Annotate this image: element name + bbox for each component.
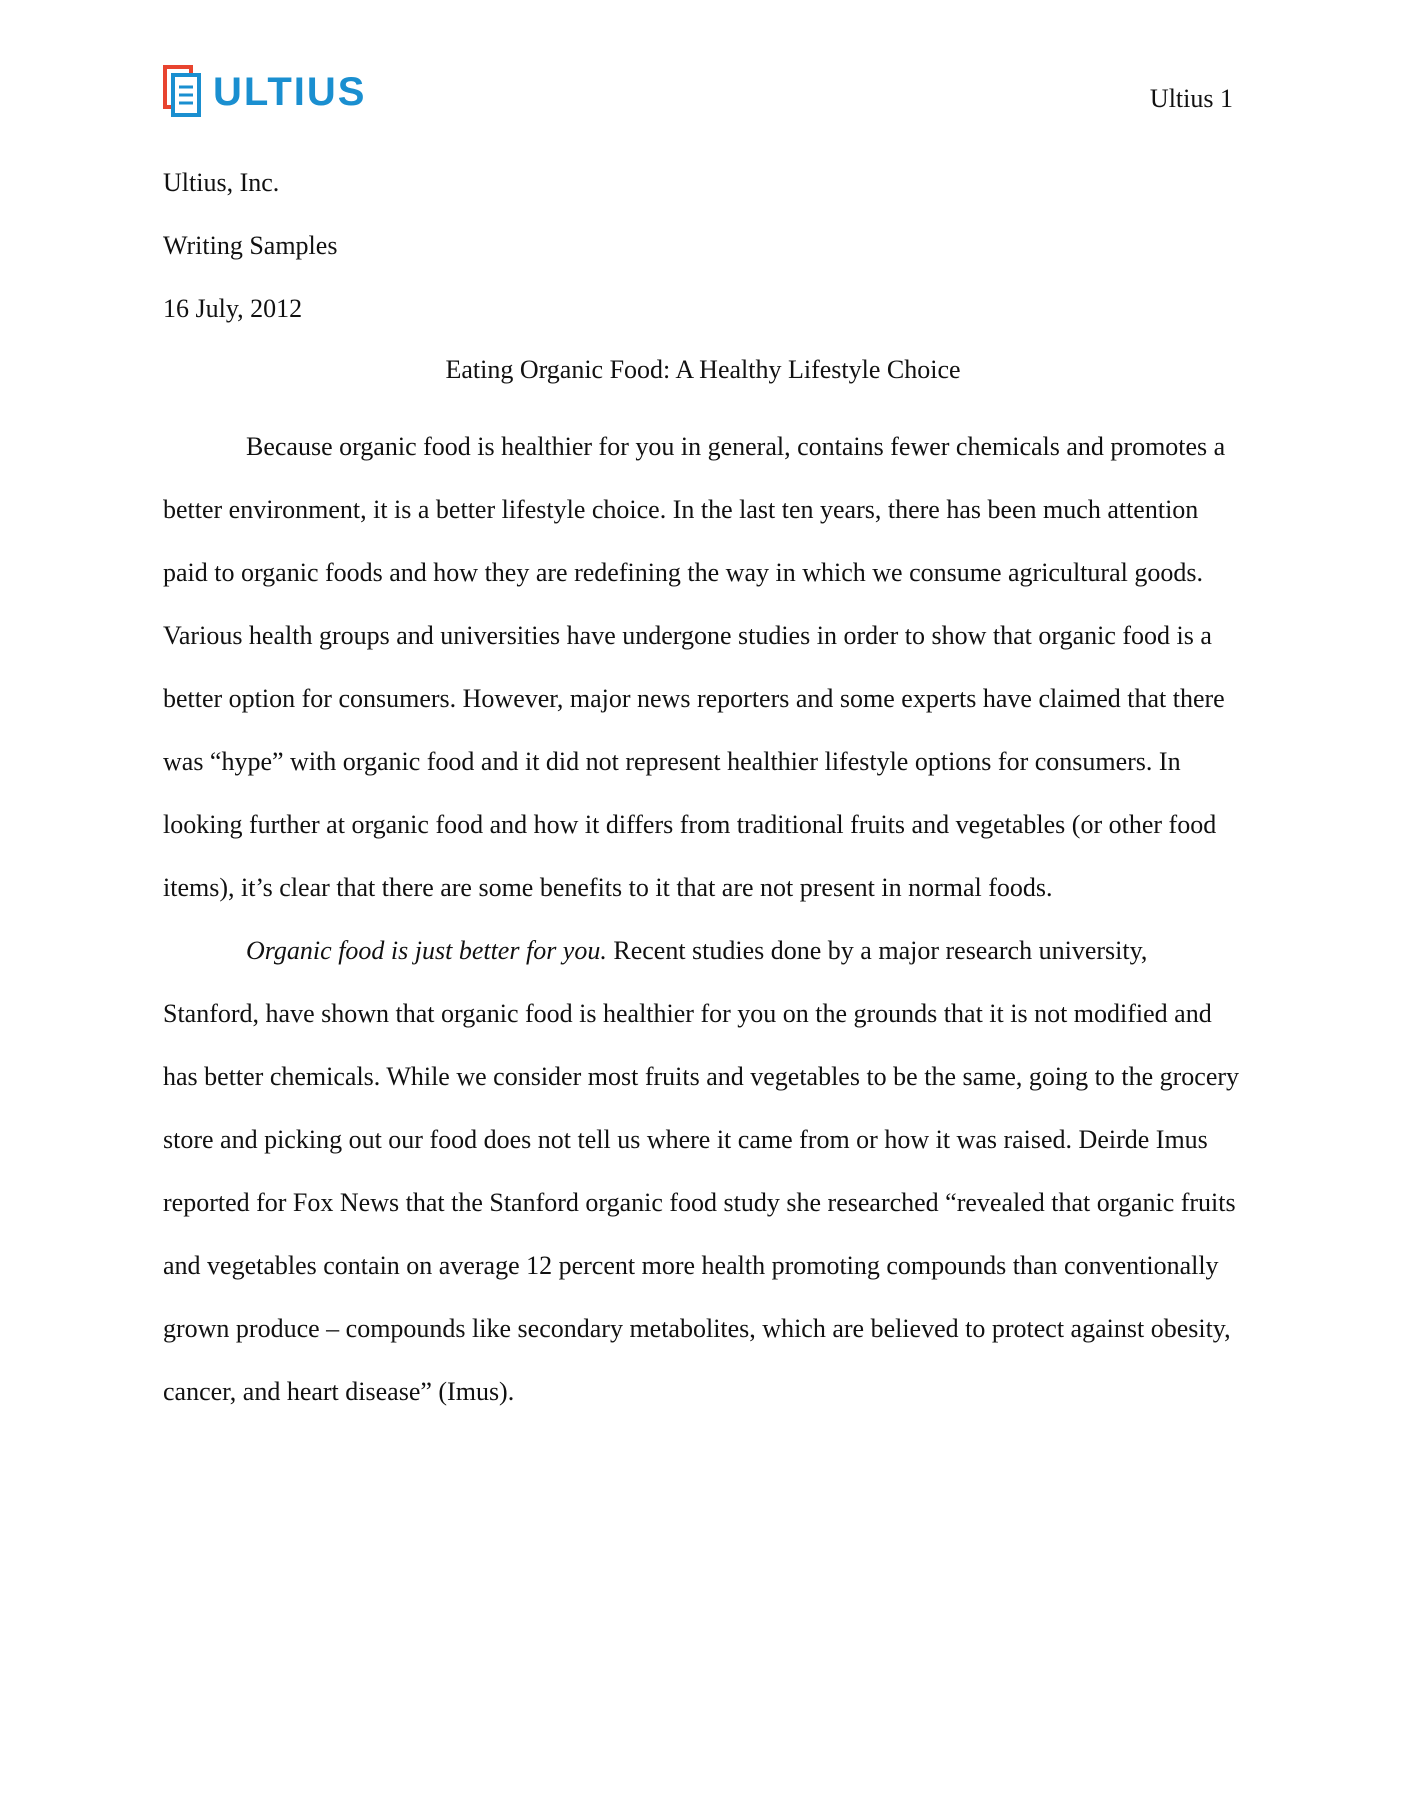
paragraph-second xyxy=(163,919,1243,1423)
logo-wordmark: ULTIUS xyxy=(213,70,367,114)
ultius-logo xyxy=(163,64,366,120)
paper-body xyxy=(163,415,1243,1423)
course-line: Writing Samples xyxy=(163,231,338,260)
paragraph-intro: Because organic food is healthier for you in general, contains fewer chemicals and promotes a better environment, it is a better lifestyle choice. In the last ten years, there has been much attention paid to organic foods and how they are redefining the way in which we consume agricultural goods. Various health groups and universities have undergone studies in order to show that organic food is a better option for consumers. However, major news reporters and some experts have claimed that there was “hype” with organic food and it did not represent healthier lifestyle options for consumers. In looking further at organic food and how it differs from traditional fruits and vegetables (or other food items), it’s clear that there are some benefits to it that are not present in normal foods. xyxy=(163,432,1226,902)
author-line: Ultius, Inc. xyxy=(163,168,280,197)
paragraph-second-text: Recent studies done by a major research university, Stanford, have shown that organic food is healthier for you on the grounds that it is not modified and has better chemicals. While we consider most fruits and vegetables to be the same, going to the grocery store and picking out our food does not tell us where it came from or how it was raised. Deirde Imus reported for Fox News that the Stanford organic food study she researched “revealed that organic fruits and vegetables contain on average 12 percent more health promoting compounds than conventionally grown produce – compounds like secondary metabolites, which are believed to protect against obesity, cancer, and heart disease” (Imus). xyxy=(163,936,1240,1406)
paragraph-lead: Organic food is just better for you. xyxy=(246,936,607,965)
document-stack-logo-icon xyxy=(163,65,209,119)
running-head: Ultius 1 xyxy=(1149,84,1233,113)
paper-title: Eating Organic Food: A Healthy Lifestyle Choice xyxy=(445,355,961,384)
date-line: 16 July, 2012 xyxy=(163,294,303,323)
